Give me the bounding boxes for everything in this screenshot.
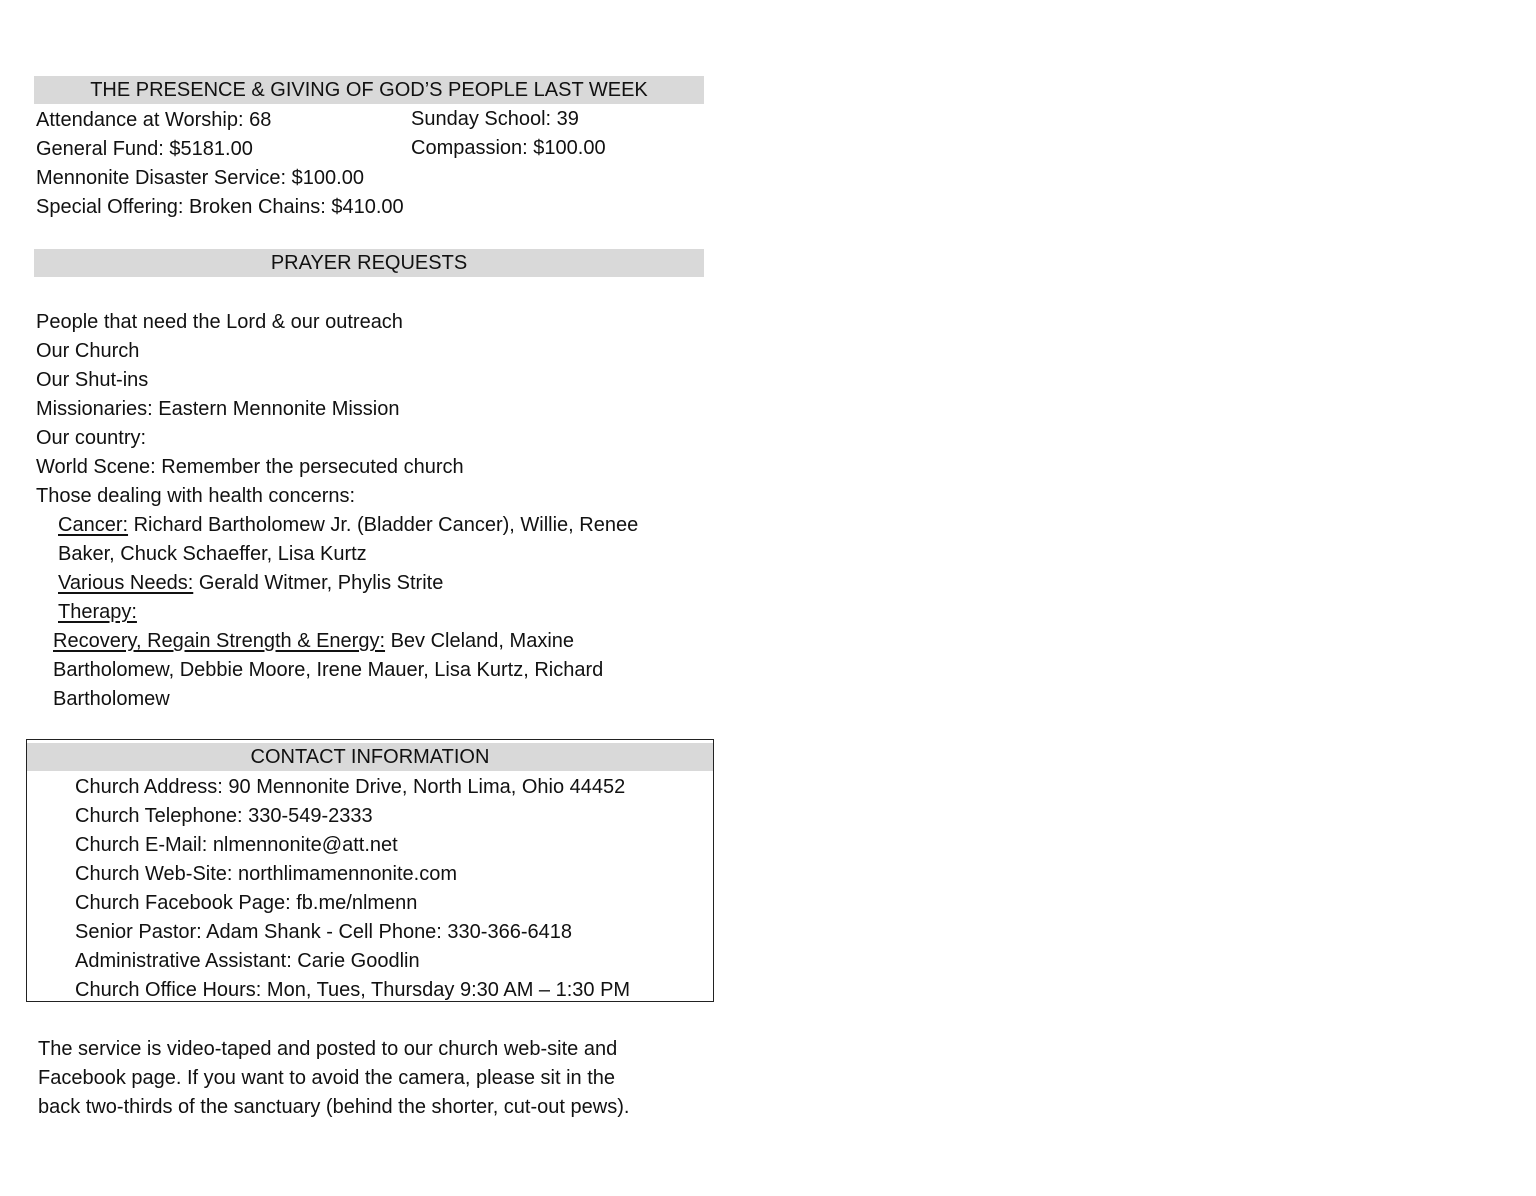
recovery-names: Bev Cleland, Maxine <box>385 630 575 652</box>
notice-line: The service is video-taped and posted to our church web-site and <box>38 1038 618 1060</box>
giving-left-column <box>36 106 404 222</box>
recovery-label: Recovery, Regain Strength & Energy: <box>53 630 386 652</box>
recovery-line-1 <box>36 627 638 656</box>
recovery-line-2: Bartholomew, Debbie Moore, Irene Mauer, Lisa Kurtz, Richard <box>53 659 604 681</box>
various-needs-line <box>36 569 638 598</box>
contact-office-hours: Church Office Hours: Mon, Tues, Thursday 9:30 AM – 1:30 PM <box>75 979 631 1001</box>
prayer-item: Our country: <box>36 427 147 449</box>
general-fund-line: General Fund: $5181.00 <box>36 138 253 160</box>
various-needs-names: Gerald Witmer, Phylis Strite <box>193 572 444 594</box>
prayer-item: Missionaries: Eastern Mennonite Mission <box>36 398 400 420</box>
contact-box <box>26 739 714 1002</box>
compassion-line: Compassion: $100.00 <box>411 137 606 159</box>
recovery-line-3: Bartholomew <box>53 688 170 710</box>
special-offering-line: Special Offering: Broken Chains: $410.00 <box>36 196 404 218</box>
prayer-item: Our Shut-ins <box>36 369 149 391</box>
cancer-names: Richard Bartholomew Jr. (Bladder Cancer), Willie, Renee <box>128 514 639 536</box>
video-notice <box>38 1035 629 1122</box>
contact-telephone: Church Telephone: 330-549-2333 <box>75 805 373 827</box>
cancer-line-2: Baker, Chuck Schaeffer, Lisa Kurtz <box>58 543 367 565</box>
contact-website: Church Web-Site: northlimamennonite.com <box>75 863 458 885</box>
various-needs-label: Various Needs: <box>58 572 194 594</box>
therapy-line <box>36 598 638 627</box>
mds-line: Mennonite Disaster Service: $100.00 <box>36 167 364 189</box>
prayer-heading: PRAYER REQUESTS <box>34 249 704 277</box>
prayer-item: People that need the Lord & our outreach <box>36 311 403 333</box>
contact-facebook: Church Facebook Page: fb.me/nlmenn <box>75 892 418 914</box>
contact-admin-assistant: Administrative Assistant: Carie Goodlin <box>75 950 420 972</box>
contact-address: Church Address: 90 Mennonite Drive, North Lima, Ohio 44452 <box>75 776 626 798</box>
prayer-list <box>36 308 638 714</box>
sunday-school-line: Sunday School: 39 <box>411 108 579 130</box>
therapy-label: Therapy: <box>58 601 137 623</box>
contact-email: Church E-Mail: nlmennonite@att.net <box>75 834 398 856</box>
contact-lines <box>75 773 630 1005</box>
prayer-item: World Scene: Remember the persecuted church <box>36 456 464 478</box>
prayer-item: Our Church <box>36 340 140 362</box>
cancer-label: Cancer: <box>58 514 129 536</box>
giving-heading: THE PRESENCE & GIVING OF GOD’S PEOPLE LAST WEEK <box>34 76 704 104</box>
notice-line: back two-thirds of the sanctuary (behind the shorter, cut-out pews). <box>38 1096 630 1118</box>
cancer-line-1 <box>36 511 638 540</box>
prayer-item: Those dealing with health concerns: <box>36 485 356 507</box>
notice-line: Facebook page. If you want to avoid the camera, please sit in the <box>38 1067 616 1089</box>
attendance-line: Attendance at Worship: 68 <box>36 109 272 131</box>
giving-right-column <box>411 105 606 163</box>
contact-heading: CONTACT INFORMATION <box>27 743 713 771</box>
contact-pastor: Senior Pastor: Adam Shank - Cell Phone: 330-366-6418 <box>75 921 572 943</box>
